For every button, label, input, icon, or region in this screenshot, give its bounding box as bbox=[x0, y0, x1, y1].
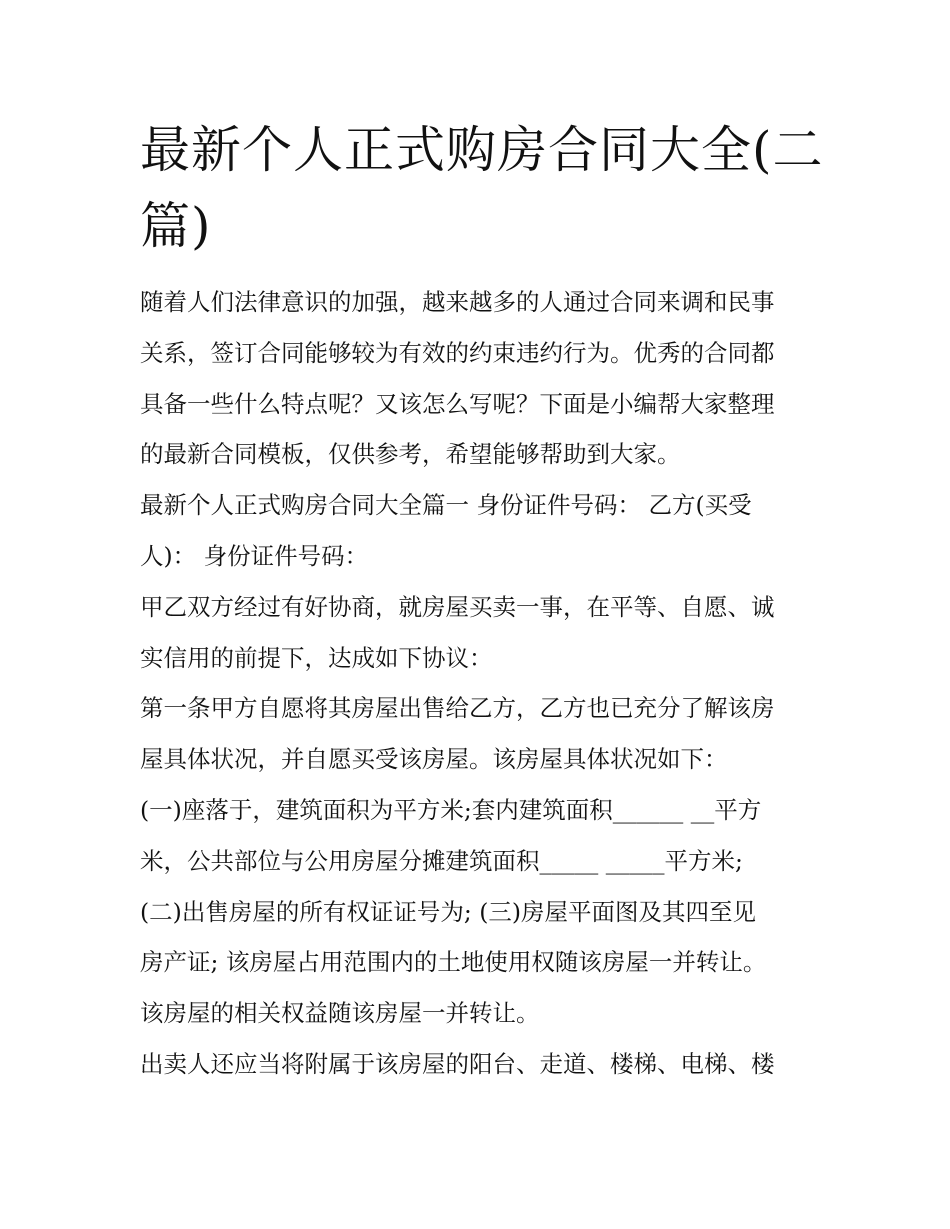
body-line: 关系，签订合同能够较为有效的约束违约行为。优秀的合同都 bbox=[140, 338, 775, 367]
body-line: 甲乙双方经过有好协商，就房屋买卖一事，在平等、自愿、诚 bbox=[140, 592, 775, 621]
title-line: 最新个人正式购房合同大全(二 bbox=[140, 121, 824, 179]
body-line: (二)出售房屋的所有权证证号为; (三)房屋平面图及其四至见 bbox=[140, 897, 757, 926]
body-line: 的最新合同模板，仅供参考，希望能够帮助到大家。 bbox=[140, 440, 681, 469]
body-line: 出卖人还应当将附属于该房屋的阳台、走道、楼梯、电梯、楼 bbox=[140, 1049, 775, 1078]
document-title bbox=[140, 112, 824, 264]
document-body bbox=[140, 277, 820, 1090]
body-line: 房产证; 该房屋占用范围内的土地使用权随该房屋一并转让。 bbox=[140, 948, 767, 977]
body-line: 具备一些什么特点呢？又该怎么写呢？下面是小编帮大家整理 bbox=[140, 389, 775, 418]
body-line: 该房屋的相关权益随该房屋一并转让。 bbox=[140, 999, 540, 1028]
body-line: 人)： 身份证件号码： bbox=[140, 541, 369, 570]
body-line: 第一条甲方自愿将其房屋出售给乙方，乙方也已充分了解该房 bbox=[140, 694, 775, 723]
body-line: (一)座落于，建筑面积为平方米;套内建筑面积______ __平方 bbox=[140, 795, 762, 824]
body-line: 米，公共部位与公用房屋分摊建筑面积_____ _____平方米; bbox=[140, 846, 743, 875]
body-line: 实信用的前提下，达成如下协议： bbox=[140, 643, 493, 672]
body-line: 屋具体状况，并自愿买受该房屋。该房屋具体状况如下： bbox=[140, 745, 728, 774]
body-line: 最新个人正式购房合同大全篇一 身份证件号码： 乙方(买受 bbox=[140, 491, 752, 520]
body-line: 随着人们法律意识的加强，越来越多的人通过合同来调和民事 bbox=[140, 288, 775, 316]
title-line: 篇) bbox=[140, 197, 212, 255]
